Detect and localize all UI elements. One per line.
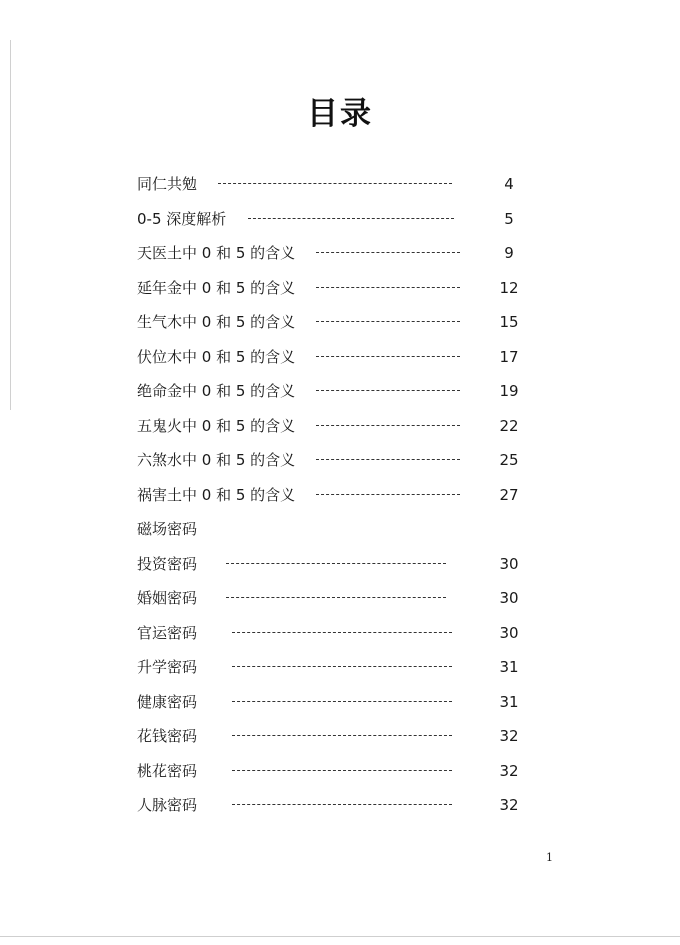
toc-entry-page: 30	[499, 555, 519, 573]
toc-entry	[0, 345, 680, 369]
toc-entry-page: 22	[499, 417, 519, 435]
toc-entry-page: 5	[504, 210, 514, 228]
toc-leader-dots	[316, 356, 460, 357]
toc-entry-page: 4	[504, 175, 514, 193]
toc-entry-label: 升学密码	[137, 658, 198, 676]
toc-leader-dots	[316, 252, 460, 253]
toc-entry	[0, 759, 680, 783]
toc-entry-page: 25	[499, 451, 519, 469]
toc-entry-label: 绝命金中 0 和 5 的含义	[137, 382, 296, 400]
toc-entry-page: 15	[499, 313, 519, 331]
toc-leader-dots	[232, 804, 452, 805]
toc-entry-page: 31	[499, 693, 519, 711]
toc-leader-dots	[232, 666, 452, 667]
toc-entry	[0, 552, 680, 576]
toc-entry-page: 30	[499, 624, 519, 642]
page-title: 目录	[307, 96, 373, 132]
toc-entry-label: 花钱密码	[137, 727, 198, 745]
toc-entry-label: 官运密码	[137, 624, 198, 642]
toc-entry	[0, 207, 680, 231]
toc-entry-label: 五鬼火中 0 和 5 的含义	[137, 417, 296, 435]
toc-leader-dots	[316, 287, 460, 288]
toc-leader-dots	[316, 494, 460, 495]
toc-entry	[0, 379, 680, 403]
toc-entry-label: 伏位木中 0 和 5 的含义	[137, 348, 296, 366]
toc-entry	[0, 241, 680, 265]
toc-entry-page: 19	[499, 382, 519, 400]
toc-entry-label: 祸害土中 0 和 5 的含义	[137, 486, 296, 504]
toc-entry	[0, 483, 680, 507]
toc-entry	[0, 690, 680, 714]
toc-entry-page: 9	[504, 244, 514, 262]
toc-leader-dots	[232, 632, 452, 633]
toc-leader-dots	[226, 563, 446, 564]
toc-entry	[0, 172, 680, 196]
toc-entry	[0, 655, 680, 679]
toc-leader-dots	[232, 735, 452, 736]
toc-entry	[0, 276, 680, 300]
toc-entry-label: 六煞水中 0 和 5 的含义	[137, 451, 296, 469]
toc-leader-dots	[316, 321, 460, 322]
toc-entry-label: 同仁共勉	[137, 175, 198, 193]
toc-entry-label: 生气木中 0 和 5 的含义	[137, 313, 296, 331]
toc-leader-dots	[232, 770, 452, 771]
toc-leader-dots	[316, 459, 460, 460]
toc-entry-label: 桃花密码	[137, 762, 198, 780]
toc-entry-page: 12	[499, 279, 519, 297]
toc-entry-label: 健康密码	[137, 693, 198, 711]
toc-entry	[0, 793, 680, 817]
toc-leader-dots	[232, 701, 452, 702]
toc-leader-dots	[316, 425, 460, 426]
toc-entry-page: 30	[499, 589, 519, 607]
toc-leader-dots	[316, 390, 460, 391]
toc-entry	[0, 310, 680, 334]
toc-entry-label: 延年金中 0 和 5 的含义	[137, 279, 296, 297]
toc-entry-label: 磁场密码	[137, 520, 198, 538]
toc-leader-dots	[226, 597, 446, 598]
toc-entry	[0, 448, 680, 472]
toc-entry-label: 婚姻密码	[137, 589, 198, 607]
toc-entry-label: 投资密码	[137, 555, 198, 573]
toc-entry-page: 32	[499, 796, 519, 814]
toc-entry-label: 0-5 深度解析	[137, 210, 227, 228]
toc-entry-label: 天医土中 0 和 5 的含义	[137, 244, 296, 262]
toc-entry-page: 32	[499, 762, 519, 780]
toc-entry-label: 人脉密码	[137, 796, 198, 814]
page-number: 1	[546, 851, 553, 864]
toc-entry	[0, 621, 680, 645]
toc-entry-page: 31	[499, 658, 519, 676]
toc-entry	[0, 724, 680, 748]
toc-leader-dots	[218, 183, 452, 184]
toc-section-heading	[0, 517, 680, 541]
toc-entry-page: 27	[499, 486, 519, 504]
toc-entry-page: 17	[499, 348, 519, 366]
toc-entry	[0, 586, 680, 610]
toc-entry-page: 32	[499, 727, 519, 745]
toc-leader-dots	[248, 218, 454, 219]
toc-entry	[0, 414, 680, 438]
